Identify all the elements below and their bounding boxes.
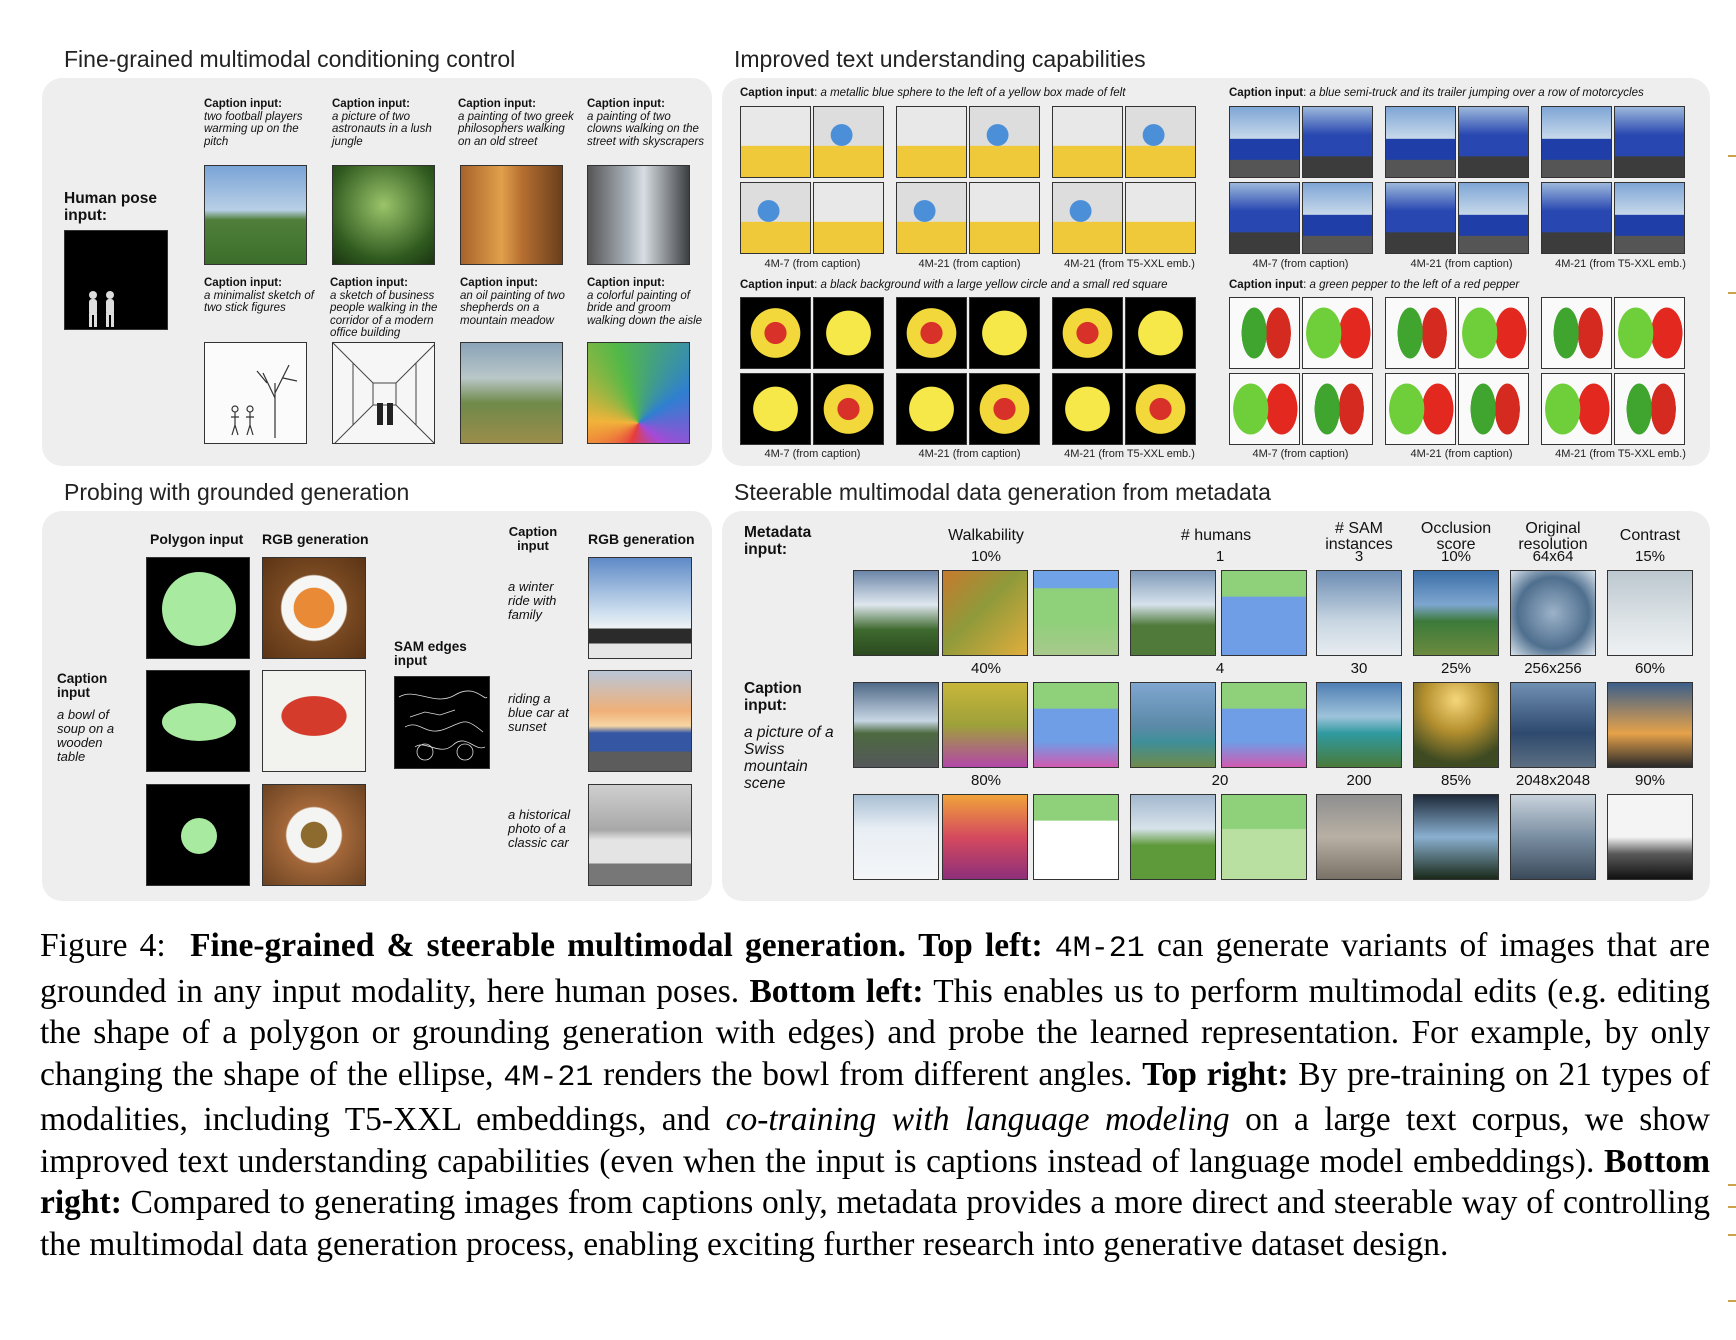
metadata-value: 3	[1354, 548, 1364, 565]
metadata-caption-text: a picture of a Swiss mountain scene	[744, 724, 834, 792]
peppers-thumb	[1385, 297, 1456, 369]
metadata-thumb	[1510, 794, 1596, 880]
sphere-box-thumb	[1052, 182, 1123, 254]
grounded-caption-sunset: riding a blue car at sunset	[508, 691, 569, 734]
model-label-4m21: 4M-21 (from caption)	[1410, 448, 1513, 460]
grounded-caption-winter: a winter ride with family	[508, 579, 557, 622]
metadata-thumb	[1316, 794, 1402, 880]
truck-thumb	[1229, 182, 1300, 254]
sphere-box-thumb	[740, 106, 811, 178]
model-label-4m21-t5: 4M-21 (from T5-XXL emb.)	[1555, 258, 1686, 270]
model-label-4m7: 4M-7 (from caption)	[764, 258, 861, 270]
model-label-4m21: 4M-21 (from caption)	[1410, 258, 1513, 270]
margin-mark	[1728, 1184, 1736, 1186]
metadata-value: 40%	[970, 660, 1002, 677]
polygon-input-label: Polygon input	[150, 531, 244, 547]
metadata-input-label: Metadata input:	[744, 524, 812, 558]
metadata-value: 30	[1350, 660, 1368, 677]
soup-bowl-side-view	[262, 670, 366, 772]
peppers-thumb	[1614, 373, 1685, 445]
truck-thumb	[1614, 182, 1685, 254]
header-sam-instances: # SAM instances	[1325, 520, 1393, 553]
walkability-thumb	[1033, 570, 1119, 656]
header-walkability: Walkability	[948, 527, 1024, 544]
sphere-box-thumb	[1125, 106, 1196, 178]
grounded-caption-historical: a historical photo of a classic car	[508, 807, 571, 850]
model-name: 4M-21	[503, 1060, 594, 1095]
walkability-thumb	[853, 682, 939, 768]
rgb-generation-label-2: RGB generation	[588, 531, 695, 547]
figure-label: Figure 4:	[40, 927, 166, 964]
metadata-value: 60%	[1634, 660, 1666, 677]
model-label-4m21: 4M-21 (from caption)	[918, 448, 1021, 460]
metadata-thumb	[1607, 570, 1693, 656]
metadata-value: 1	[1215, 548, 1225, 565]
car-historical	[588, 784, 692, 886]
metadata-value: 10%	[970, 548, 1002, 565]
caption-head-bottom-right: Bottom right:	[40, 1142, 1711, 1221]
caption-text-top-right-2: on a large text corpus, we show improved text understanding capabilities (even when the input is captions instead of language model embeddings).	[40, 1101, 1711, 1180]
model-name: 4M-21	[1054, 932, 1145, 966]
sphere-box-thumb	[896, 182, 967, 254]
caption-head-top-right: Top right:	[1142, 1055, 1289, 1093]
metadata-value: 90%	[1634, 772, 1666, 789]
circle-square-thumb	[969, 297, 1040, 369]
pose-caption-6: Caption input: a sketch of business people walking in the corridor of a modern office building	[330, 277, 438, 339]
caption-text-bottom-left-2: renders the bowl from different angles.	[603, 1055, 1133, 1093]
sphere-box-thumb	[1052, 106, 1123, 178]
margin-mark	[1728, 292, 1736, 294]
pose-caption-4: Caption input: a painting of two clowns walking on the street with skyscrapers	[587, 98, 704, 148]
soup-bowl-far-view	[262, 784, 366, 886]
walkability-thumb	[853, 570, 939, 656]
header-occlusion: Occlusion score	[1420, 520, 1492, 553]
soup-bowl-top-view	[262, 557, 366, 659]
walkability-thumb	[1033, 682, 1119, 768]
prompt-truck: Caption input: a blue semi-truck and its trailer jumping over a row of motorcycles	[1229, 87, 1644, 99]
figure-caption	[40, 925, 1710, 1265]
rgb-generation-label: RGB generation	[262, 531, 369, 547]
circle-square-thumb	[1125, 297, 1196, 369]
humans-thumb	[1221, 570, 1307, 656]
grounded-caption-text: a bowl of soup on a wooden table	[57, 707, 115, 764]
figure-title: Fine-grained & steerable multimodal generation.	[190, 927, 906, 964]
prompt-circle-square: Caption input: a black background with a large yellow circle and a small red square	[740, 279, 1168, 291]
truck-thumb	[1458, 182, 1529, 254]
sam-edges-input	[394, 676, 490, 769]
truck-thumb	[1302, 106, 1373, 178]
circle-square-thumb	[1125, 373, 1196, 445]
metadata-value: 10%	[1440, 548, 1472, 565]
walkability-thumb	[942, 570, 1028, 656]
polygon-input-small-circle	[146, 784, 250, 886]
pose-caption-1: Caption input: two football players warming up on the pitch	[204, 98, 303, 148]
truck-thumb	[1614, 106, 1685, 178]
model-label-4m21: 4M-21 (from caption)	[918, 258, 1021, 270]
humans-thumb	[1221, 794, 1307, 880]
circle-square-thumb	[813, 297, 884, 369]
pose-output-clowns	[587, 165, 690, 265]
truck-thumb	[1541, 182, 1612, 254]
polygon-input-circle	[146, 557, 250, 659]
metadata-thumb	[1510, 570, 1596, 656]
metadata-thumb	[1510, 682, 1596, 768]
caption-emphasis: co-training with language modeling	[725, 1101, 1230, 1138]
walkability-thumb	[942, 682, 1028, 768]
peppers-thumb	[1385, 373, 1456, 445]
metadata-value: 200	[1346, 772, 1372, 789]
walkability-thumb	[1033, 794, 1119, 880]
metadata-caption-label: Caption input:	[744, 680, 802, 714]
walkability-thumb	[942, 794, 1028, 880]
peppers-thumb	[1229, 373, 1300, 445]
section-title-text-understanding: Improved text understanding capabilities	[734, 46, 1146, 72]
metadata-value: 64x64	[1532, 548, 1574, 565]
header-contrast: Contrast	[1619, 527, 1681, 544]
caption-text-bottom-right: Compared to generating images from captions only, metadata provides a more direct and steerable way of controlling the multimodal data generation process, enabling exciting further research into generative dataset design.	[40, 1184, 1711, 1263]
circle-square-thumb	[740, 373, 811, 445]
sphere-box-thumb	[969, 106, 1040, 178]
circle-square-thumb	[813, 373, 884, 445]
model-label-4m21-t5: 4M-21 (from T5-XXL emb.)	[1064, 258, 1195, 270]
metadata-value: 4	[1215, 660, 1225, 677]
margin-mark	[1728, 1234, 1736, 1236]
pose-caption-8: Caption input: a colorful painting of bride and groom walking down the aisle	[587, 277, 703, 327]
model-label-4m7: 4M-7 (from caption)	[1252, 448, 1349, 460]
header-humans: # humans	[1180, 527, 1252, 544]
metadata-value: 256x256	[1524, 660, 1582, 677]
model-label-4m7: 4M-7 (from caption)	[764, 448, 861, 460]
circle-square-thumb	[1052, 297, 1123, 369]
pose-input-image	[64, 230, 168, 330]
circle-square-thumb	[969, 373, 1040, 445]
pose-output-philosophers	[460, 165, 563, 265]
truck-thumb	[1541, 106, 1612, 178]
pose-caption-2: Caption input: a picture of two astronauts in a lush jungle	[332, 98, 432, 148]
pose-output-football	[204, 165, 307, 265]
humans-thumb	[1221, 682, 1307, 768]
margin-mark	[1728, 1206, 1736, 1208]
header-resolution: Original resolution	[1518, 520, 1588, 553]
truck-thumb	[1385, 182, 1456, 254]
peppers-thumb	[1541, 373, 1612, 445]
pose-input-label: Human pose input:	[64, 190, 158, 224]
sphere-box-thumb	[896, 106, 967, 178]
margin-mark	[1728, 155, 1736, 157]
metadata-thumb	[1607, 682, 1693, 768]
grounded-caption-label: Caption input	[57, 671, 108, 700]
caption-input-header: Caption input	[508, 524, 558, 553]
metadata-thumb	[1607, 794, 1693, 880]
caption-text-bottom-left: This enables us to perform multimodal edits (e.g. editing the shape of a polygon or grounding generation with edges) and probe the learned representation. For example, by only changing the shape of the ellipse,	[40, 972, 1710, 1093]
section-title-metadata: Steerable multimodal data generation from metadata	[734, 479, 1271, 505]
peppers-thumb	[1302, 373, 1373, 445]
truck-thumb	[1385, 106, 1456, 178]
caption-head-top-left: Top left:	[918, 927, 1043, 964]
humans-thumb	[1130, 794, 1216, 880]
model-label-4m7: 4M-7 (from caption)	[1252, 258, 1349, 270]
polygon-input-ellipse	[146, 670, 250, 772]
peppers-thumb	[1541, 297, 1612, 369]
humans-thumb	[1130, 682, 1216, 768]
prompt-peppers: Caption input: a green pepper to the left of a red pepper	[1229, 279, 1520, 291]
metadata-thumb	[1413, 682, 1499, 768]
circle-square-thumb	[896, 297, 967, 369]
sphere-box-thumb	[813, 182, 884, 254]
truck-thumb	[1458, 106, 1529, 178]
caption-text-top-left: can generate variants of images that are grounded in any input modality, here human poses.	[40, 927, 1711, 1010]
peppers-thumb	[1458, 297, 1529, 369]
caption-text-top-right: By pre-training on 21 types of modalities, including T5-XXL embeddings, and	[40, 1055, 1711, 1138]
pose-output-astronauts	[332, 165, 435, 265]
metadata-thumb	[1316, 570, 1402, 656]
prompt-sphere: Caption input: a metallic blue sphere to the left of a yellow box made of felt	[740, 87, 1126, 99]
metadata-value: 25%	[1440, 660, 1472, 677]
caption-head-bottom-left: Bottom left:	[749, 972, 924, 1010]
metadata-value: 80%	[970, 772, 1002, 789]
sphere-box-thumb	[813, 106, 884, 178]
metadata-value: 2048x2048	[1515, 772, 1591, 789]
car-winter	[588, 557, 692, 659]
circle-square-thumb	[1052, 373, 1123, 445]
peppers-thumb	[1229, 297, 1300, 369]
pose-caption-5: Caption input: a minimalist sketch of two stick figures	[204, 277, 314, 314]
metadata-value: 85%	[1440, 772, 1472, 789]
car-sunset	[588, 670, 692, 772]
sam-edges-label: SAM edges input	[394, 639, 467, 668]
truck-thumb	[1229, 106, 1300, 178]
truck-thumb	[1302, 182, 1373, 254]
pose-output-shepherds	[460, 342, 563, 444]
sphere-box-thumb	[969, 182, 1040, 254]
margin-mark	[1728, 1300, 1736, 1302]
metadata-value: 15%	[1634, 548, 1666, 565]
metadata-thumb	[1316, 682, 1402, 768]
circle-square-thumb	[740, 297, 811, 369]
circle-square-thumb	[896, 373, 967, 445]
pose-output-sketch	[204, 342, 307, 444]
sphere-box-thumb	[1125, 182, 1196, 254]
sphere-box-thumb	[740, 182, 811, 254]
humans-thumb	[1130, 570, 1216, 656]
peppers-thumb	[1458, 373, 1529, 445]
section-title-conditioning: Fine-grained multimodal conditioning control	[64, 46, 516, 72]
peppers-thumb	[1614, 297, 1685, 369]
pose-caption-7: Caption input: an oil painting of two shepherds on a mountain meadow	[460, 277, 565, 327]
pose-output-bride-groom	[587, 342, 690, 444]
walkability-thumb	[853, 794, 939, 880]
peppers-thumb	[1302, 297, 1373, 369]
model-label-4m21-t5: 4M-21 (from T5-XXL emb.)	[1064, 448, 1195, 460]
metadata-thumb	[1413, 570, 1499, 656]
metadata-value: 20	[1211, 772, 1229, 789]
model-label-4m21-t5: 4M-21 (from T5-XXL emb.)	[1555, 448, 1686, 460]
metadata-thumb	[1413, 794, 1499, 880]
section-title-grounded: Probing with grounded generation	[64, 479, 410, 505]
pose-output-office-sketch	[332, 342, 435, 444]
pose-caption-3: Caption input: a painting of two greek philosophers walking on an old street	[458, 98, 574, 148]
